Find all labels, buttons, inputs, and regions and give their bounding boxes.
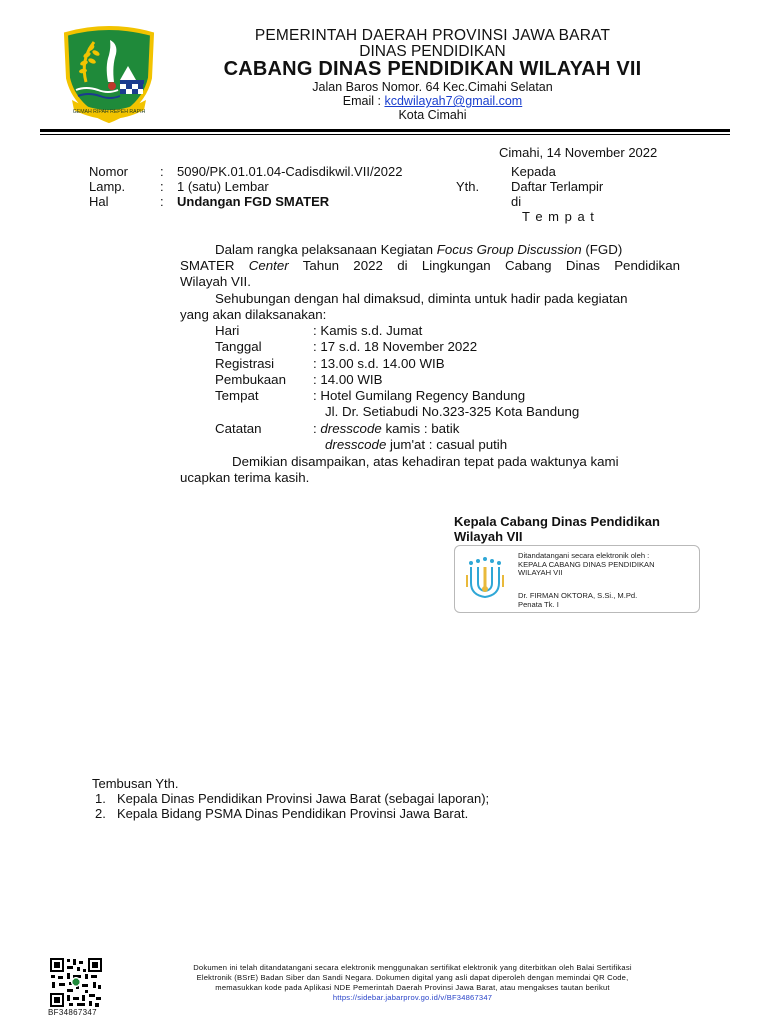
letter-date: Cimahi, 14 November 2022 <box>499 145 658 160</box>
lamp-colon: : <box>160 179 164 194</box>
tembusan-item-1: Kepala Dinas Pendidikan Provinsi Jawa Barat (sebagai laporan); <box>117 791 490 806</box>
header-government: PEMERINTAH DAERAH PROVINSI JAWA BARAT <box>254 27 611 44</box>
closing-line1: Demikian disampaikan, atas kehadiran tepat pada waktunya kami <box>232 454 619 469</box>
jawa-barat-logo <box>58 20 160 124</box>
body-p2-line1: Sehubungan dengan hal dimaksud, diminta untuk hadir pada kegiatan <box>215 291 628 306</box>
signature-title-2: Wilayah VII <box>454 529 523 544</box>
stamp-signer-rank: Penata Tk. I <box>518 600 559 609</box>
qr-code-label: BF34867347 <box>48 1008 97 1017</box>
tembusan-item-2: Kepala Bidang PSMA Dinas Pendidikan Provinsi Jawa Barat. <box>117 806 469 821</box>
footer-line-1: Dokumen ini telah ditandatangani secara elektronik menggunakan sertifikat elektronik yang diterbitkan oleh Balai Sertifikasi <box>193 963 632 972</box>
header-rule-thin <box>40 134 730 135</box>
detail-pembukaan-label: Pembukaan <box>215 372 286 387</box>
closing-line2: ucapkan terima kasih. <box>180 470 310 485</box>
header-department: DINAS PENDIDIKAN <box>359 43 506 60</box>
footer-line-3: memasukkan kode pada Aplikasi NDE Pemerintah Daerah Provinsi Jawa Barat, atau mengakses tautan berikut <box>215 983 610 992</box>
detail-tempat-label: Tempat <box>215 388 259 403</box>
body-p1-line1: Dalam rangka pelaksanaan Kegiatan Focus Group Discussion (FGD) <box>215 242 623 257</box>
logo-motto: GEMAH RIPAH REPEH RAPIH <box>72 109 146 115</box>
recipient-yth: Yth. <box>456 179 480 194</box>
hal-value: Undangan FGD SMATER <box>177 194 330 209</box>
email-link[interactable]: kcdwilayah7@gmail.com <box>384 94 523 108</box>
detail-hari-value: : Kamis s.d. Jumat <box>313 323 423 338</box>
detail-tanggal-label: Tanggal <box>215 339 262 354</box>
header-address: Jalan Baros Nomor. 64 Kec.Cimahi Selatan <box>312 80 553 94</box>
nomor-colon: : <box>160 164 164 179</box>
hal-label: Hal <box>89 194 109 209</box>
detail-registrasi-value: : 13.00 s.d. 14.00 WIB <box>313 356 445 371</box>
lamp-label: Lamp. <box>89 179 126 194</box>
signature-title-1: Kepala Cabang Dinas Pendidikan <box>454 514 660 529</box>
recipient-tempat: T e m p a t <box>522 209 595 224</box>
tembusan-heading: Tembusan Yth. <box>92 776 179 791</box>
nomor-label: Nomor <box>89 164 129 179</box>
header-branch: CABANG DINAS PENDIDIKAN WILAYAH VII <box>223 58 642 80</box>
detail-pembukaan-value: : 14.00 WIB <box>313 372 383 387</box>
lamp-value: 1 (satu) Lembar <box>177 179 269 194</box>
catatan-line2: dresscode jum'at : casual putih <box>325 437 508 452</box>
catatan-label: Catatan <box>215 421 262 436</box>
footer-line-2: Elektronik (BSrE) Badan Siber dan Sandi Negara. Dokumen digital yang asli dapat diperoleh dengan memindai QR Code, <box>196 973 629 982</box>
detail-tempat-value: : Hotel Gumilang Regency Bandung <box>313 388 526 403</box>
detail-tempat-address: Jl. Dr. Setiabudi No.323-325 Kota Bandung <box>325 404 580 419</box>
hal-colon: : <box>160 194 164 209</box>
stamp-signed-by: Ditandatangani secara elektronik oleh : <box>518 551 650 560</box>
body-p2-line2: yang akan dilaksanakan: <box>180 307 327 322</box>
email-label: Email : <box>342 94 385 108</box>
body-p1-line3: Wilayah VII. <box>180 274 251 289</box>
footer-verification-link[interactable]: https://sidebar.jabarprov.go.id/v/BF34867347 <box>332 993 493 1002</box>
detail-hari-label: Hari <box>215 323 240 338</box>
tembusan-num-1: 1. <box>95 791 106 806</box>
recipient-di: di <box>511 194 522 209</box>
recipient-kepada: Kepada <box>511 164 556 179</box>
nomor-value: 5090/PK.01.01.04-Cadisdikwil.VII/2022 <box>177 164 403 179</box>
detail-registrasi-label: Registrasi <box>215 356 275 371</box>
catatan-line1: : dresscode kamis : batik <box>313 421 460 436</box>
header-rule-thick <box>40 129 730 132</box>
header-email-line <box>180 94 685 108</box>
tembusan-num-2: 2. <box>95 806 106 821</box>
bsre-seal-icon <box>463 553 507 605</box>
stamp-position-2: WILAYAH VII <box>518 568 563 577</box>
body-p1-line2: SMATER Center Tahun 2022 di Lingkungan Cabang Dinas Pendidikan <box>180 258 680 273</box>
detail-tanggal-value: : 17 s.d. 18 November 2022 <box>313 339 478 354</box>
recipient-daftar: Daftar Terlampir <box>511 179 604 194</box>
header-city: Kota Cimahi <box>398 108 467 122</box>
qr-code-icon <box>49 957 103 1008</box>
stamp-position-1: KEPALA CABANG DINAS PENDIDIKAN <box>518 560 655 569</box>
stamp-signer-name: Dr. FIRMAN OKTORA, S.Si., M.Pd. <box>518 591 638 600</box>
